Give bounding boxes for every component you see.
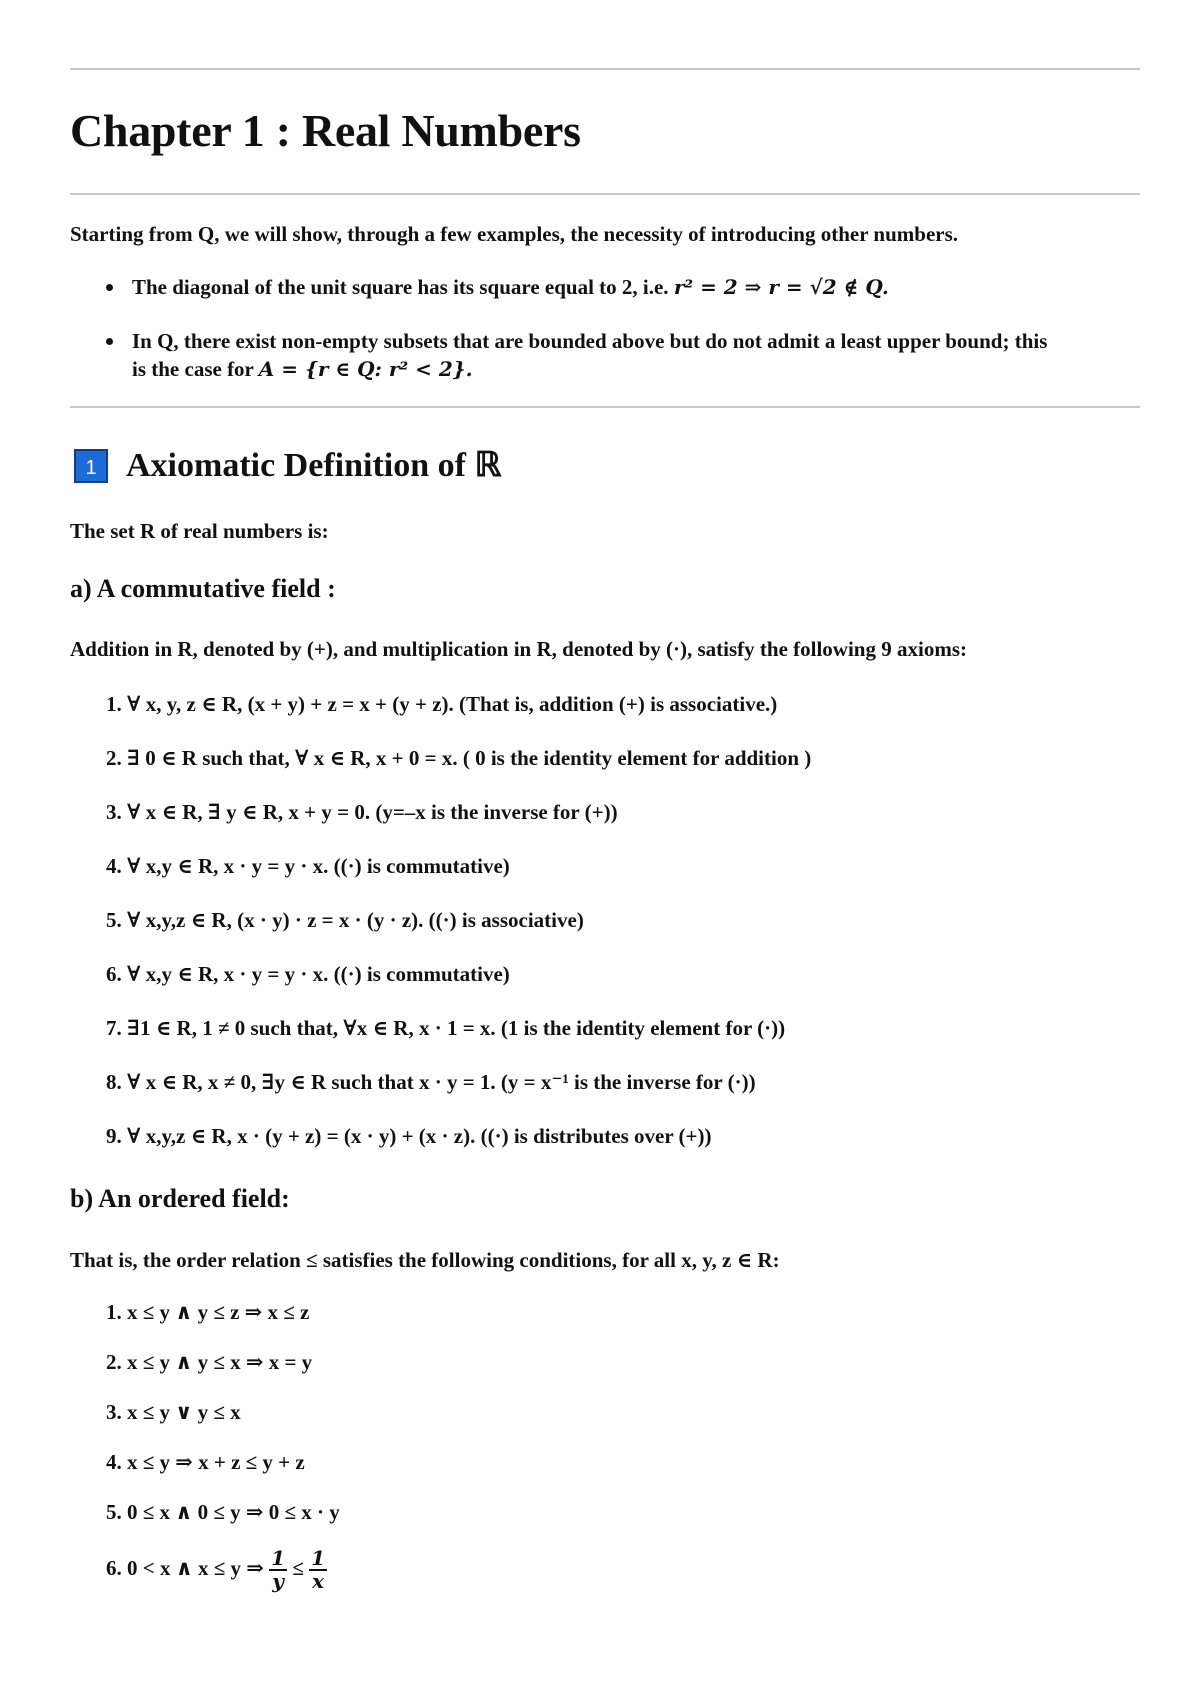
order-condition: 4. x ≤ y ⇒ x + z ≤ y + z [106,1450,305,1474]
order-condition: 5. 0 ≤ x ∧ 0 ≤ y ⇒ 0 ≤ x · y [106,1500,340,1524]
axiom-item: 8. ∀ x ∈ R, x ≠ 0, ∃y ∈ R such that x · y = 1. (y = x⁻¹ is the inverse for (·)) [106,1070,756,1094]
order-condition-6 [106,1548,327,1592]
axiom-item: 4. ∀ x,y ∈ R, x · y = y · x. ((·) is commutative) [106,854,510,878]
order-condition: 2. x ≤ y ∧ y ≤ x ⇒ x = y [106,1350,313,1374]
bullet-math: r² = 2 ⇒ r = √2 ∉ Q. [673,275,889,299]
axiom-item: 3. ∀ x ∈ R, ∃ y ∈ R, x + y = 0. (y=–x is the inverse for (+)) [106,800,618,824]
axiom-item: 7. ∃1 ∈ R, 1 ≠ 0 such that, ∀x ∈ R, x · 1 = x. (1 is the identity element for (·)) [106,1016,786,1040]
bullet-text: is the case for [132,357,254,381]
axiom-item: 2. ∃ 0 ∈ R such that, ∀ x ∈ R, x + 0 = x. ( 0 is the identity element for addition ) [106,746,812,770]
subsection-heading-a: a) A commutative field : [70,574,336,603]
section-title: Axiomatic Definition of ℝ [126,447,502,484]
axiom-item: 5. ∀ x,y,z ∈ R, (x · y) · z = x · (y · z). ((·) is associative) [106,908,584,932]
bullet-dot-icon [106,284,113,291]
fraction-one-over-y [269,1548,287,1592]
condition-relation: ≤ [292,1555,304,1580]
order-intro: That is, the order relation ≤ satisfies the following conditions, for all x, y, z ∈ R: [70,1248,780,1272]
chapter-divider [70,193,1140,195]
bullet-math: A = {r ∈ Q: r² < 2}. [258,357,473,381]
axiom-item: 1. ∀ x, y, z ∈ R, (x + y) + z = x + (y + z). (That is, addition (+) is associative.) [106,692,778,716]
bullet-dot-icon [106,338,113,345]
section-heading [70,447,1140,487]
fraction-denominator: y [272,1569,284,1593]
fraction-one-over-x [309,1548,327,1592]
section-divider [70,406,1140,408]
subsection-heading-b: b) An ordered field: [70,1184,290,1213]
bullet-text: In Q, there exist non-empty subsets that are bounded above but do not admit a least upper bound; this [132,329,1048,353]
fraction-denominator: x [312,1569,325,1593]
axiom-item: 6. ∀ x,y ∈ R, x · y = y · x. ((·) is commutative) [106,962,510,986]
order-condition: 1. x ≤ y ∧ y ≤ z ⇒ x ≤ z [106,1300,310,1324]
top-divider [70,68,1140,70]
intro-paragraph: Starting from Q, we will show, through a few examples, the necessity of introducing other numbers. [70,222,959,246]
fraction-numerator: 1 [311,1546,326,1570]
axiom-item: 9. ∀ x,y,z ∈ R, x · (y + z) = (x · y) + (x · z). ((·) is distributes over (+)) [106,1124,712,1148]
section-intro: The set R of real numbers is: [70,519,329,543]
section-number-badge: 1 [74,449,108,483]
axioms-intro: Addition in R, denoted by (+), and multiplication in R, denoted by (·), satisfy the following 9 axioms: [70,637,967,661]
bullet-text: The diagonal of the unit square has its square equal to 2, i.e. [132,275,669,299]
condition-prefix: 6. 0 < x ∧ x ≤ y ⇒ [106,1555,264,1580]
fraction-numerator: 1 [271,1546,286,1570]
order-condition: 3. x ≤ y ∨ y ≤ x [106,1400,241,1424]
chapter-title: Chapter 1 : Real Numbers [70,105,581,156]
